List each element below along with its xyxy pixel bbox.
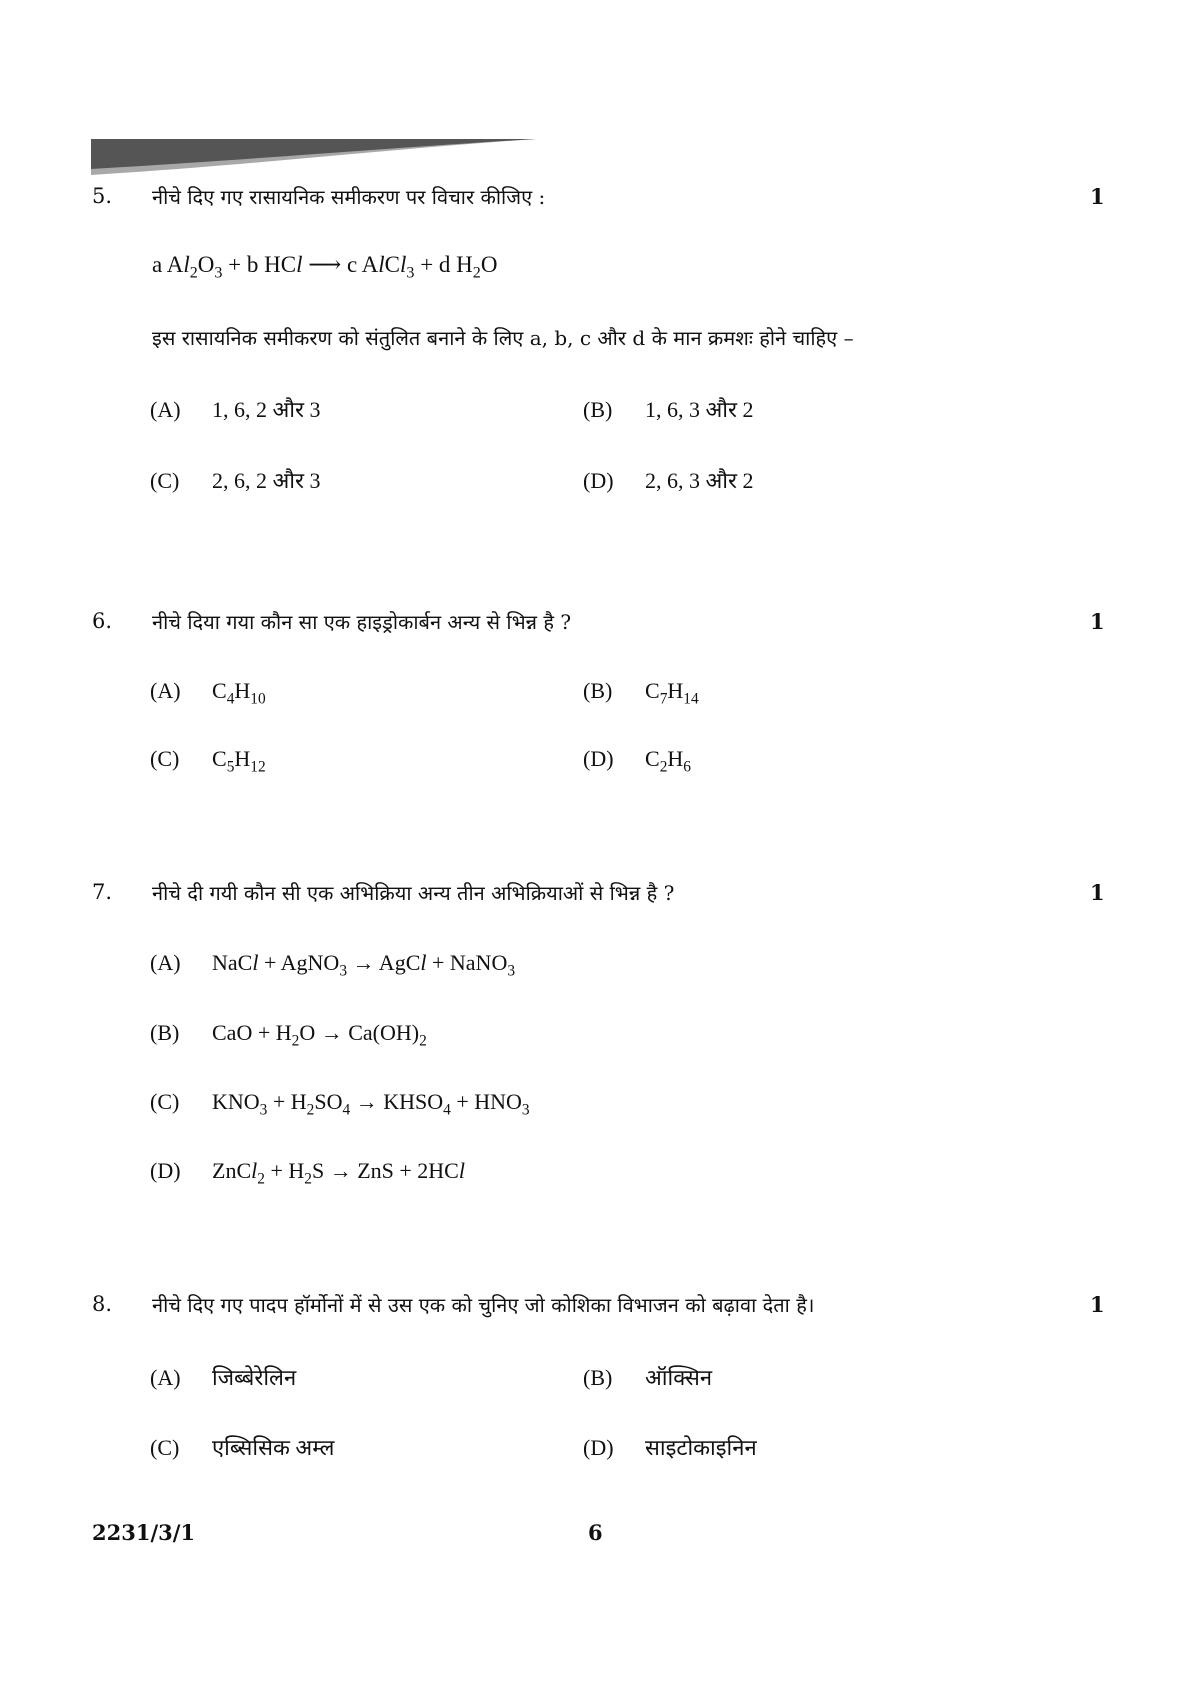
option-d[interactable]: (D) साइटोकाइनिन xyxy=(583,1435,757,1460)
header-banner xyxy=(91,139,536,175)
marks: 1 xyxy=(1090,1292,1105,1317)
paper-code: 2231/3/1 xyxy=(92,1520,196,1545)
question-text: नीचे दी गयी कौन सी एक अभिक्रिया अन्य तीन अभिक्रियाओं से भिन्न है ? xyxy=(152,881,675,905)
option-d[interactable]: (D) 2, 6, 3 और 2 xyxy=(583,468,754,493)
option-b[interactable]: (B) CaO + $H_2O \to Ca(OH)_2$ xyxy=(150,1020,427,1050)
option-b[interactable]: (B) $C_7H_{14}$ xyxy=(583,678,699,708)
option-b[interactable]: (B) 1, 6, 3 और 2 xyxy=(583,397,754,422)
option-c[interactable]: (C) 2, 6, 2 और 3 xyxy=(150,468,321,493)
formula: $C_7H_{14}$ xyxy=(645,678,699,708)
option-a[interactable]: (A) 1, 6, 2 और 3 xyxy=(150,397,321,422)
chemical-equation: a $Al_2O_3 + b$ HCl ⟶ c AlCl$_3$ + d $H_2O$ xyxy=(152,252,498,282)
option-a[interactable]: (A) NaCl + AgNO$_3$ → AgCl + NaNO$_3$ xyxy=(150,950,516,980)
option-c[interactable]: (C) $C_5H_{12}$ xyxy=(150,746,266,776)
question-text: नीचे दिया गया कौन सा एक हाइड्रोकार्बन अन्य से भिन्न है ? xyxy=(152,610,572,634)
question-text: नीचे दिए गए पादप हॉर्मोनों में से उस एक को चुनिए जो कोशिका विभाजन को बढ़ावा देता है। xyxy=(152,1293,815,1317)
option-c[interactable]: (C) $KNO_3 + H_2SO_4$ → $KHSO_4 + HNO_3$ xyxy=(150,1089,530,1119)
question-subtext: इस रासायनिक समीकरण को संतुलित बनाने के लिए a, b, c और d के मान क्रमशः होने चाहिए – xyxy=(152,326,854,350)
formula: $C_4H_{10}$ xyxy=(212,678,266,708)
page-number: 6 xyxy=(588,1520,603,1545)
reaction: $KNO_3 + H_2SO_4$ → $KHSO_4 + HNO_3$ xyxy=(212,1089,530,1119)
option-c[interactable]: (C) एब्सिसिक अम्ल xyxy=(150,1435,335,1460)
question-number: 6. xyxy=(92,609,113,633)
question-number: 7. xyxy=(92,880,113,904)
formula: $C_5H_{12}$ xyxy=(212,746,266,776)
option-a[interactable]: (A) $C_4H_{10}$ xyxy=(150,678,266,708)
marks: 1 xyxy=(1090,880,1105,905)
reaction: CaO + $H_2O \to Ca(OH)_2$ xyxy=(212,1020,427,1050)
question-number: 8. xyxy=(92,1292,113,1316)
question-number: 5. xyxy=(92,184,113,208)
reaction: ZnCl$_2$ + $H_2S$ → ZnS + 2HCl xyxy=(212,1158,465,1188)
option-b[interactable]: (B) ऑक्सिन xyxy=(583,1365,713,1390)
question-text: नीचे दिए गए रासायनिक समीकरण पर विचार कीजिए : xyxy=(152,185,546,209)
marks: 1 xyxy=(1090,184,1105,209)
marks: 1 xyxy=(1090,609,1105,634)
reaction: NaCl + AgNO$_3$ → AgCl + NaNO$_3$ xyxy=(212,950,516,980)
formula: $C_2H_6$ xyxy=(645,746,691,776)
option-d[interactable]: (D) $C_2H_6$ xyxy=(583,746,691,776)
option-d[interactable]: (D) ZnCl$_2$ + $H_2S$ → ZnS + 2HCl xyxy=(150,1158,465,1188)
option-a[interactable]: (A) जिब्बेरेलिन xyxy=(150,1365,297,1390)
